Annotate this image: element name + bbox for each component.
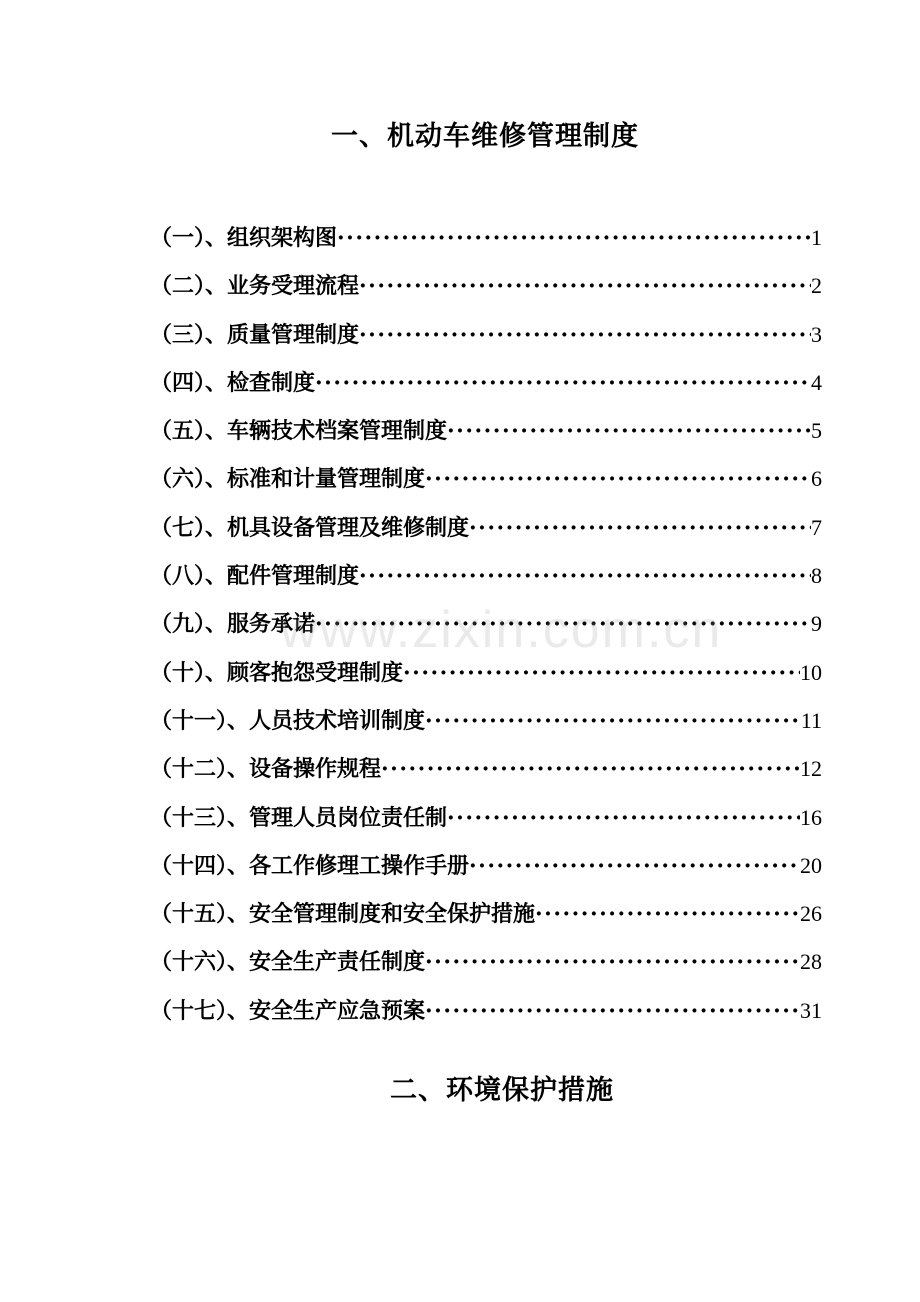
toc-page-number: 1 [811,225,822,250]
toc-entry-label: （十六）、安全生产责任制度 [150,949,426,976]
toc-leader-dots [425,944,800,980]
toc-entry[interactable] [150,413,822,461]
toc-leader-dots [403,655,800,691]
toc-entry[interactable] [150,365,822,413]
toc-page-number: 2 [811,273,822,299]
toc-entry[interactable] [150,655,822,703]
toc-entry-label: （四）、检查制度 [150,369,316,396]
toc-page-number: 12 [800,756,822,782]
toc-entry[interactable] [150,896,822,944]
toc-page-number: 7 [811,514,822,540]
toc-entry[interactable] [150,510,822,558]
toc-leader-dots [359,268,811,304]
toc-page-number: 3 [811,321,822,347]
toc-entry-label: （十二）、设备操作规程 [150,756,382,783]
toc-leader-dots [337,220,811,256]
toc-page-number: 5 [811,418,822,444]
toc-entry[interactable] [150,606,822,654]
toc-entry-label: （十一）、人员技术培训制度 [150,707,426,734]
toc-leader-dots [359,558,811,594]
toc-page-number: 6 [811,466,822,492]
toc-entry[interactable] [150,558,822,606]
section-two-title: 二、环境保护措施 [390,1075,614,1106]
toc-entry-label: （九）、服务承诺 [150,611,316,638]
table-of-contents [150,220,822,1041]
toc-leader-dots [425,993,800,1029]
toc-page-number: 8 [811,563,822,589]
toc-entry[interactable] [150,800,822,848]
toc-page-number: 26 [800,901,822,927]
toc-entry[interactable] [150,703,822,751]
toc-leader-dots [447,800,800,836]
toc-page-number: 4 [811,369,822,395]
toc-entry[interactable] [150,220,822,268]
toc-entry-label: （八）、配件管理制度 [150,563,360,590]
document-title: 一、机动车维修管理制度 [331,121,639,152]
toc-leader-dots [425,461,811,497]
toc-entry-label: （十七）、安全生产应急预案 [150,997,426,1024]
toc-entry[interactable] [150,944,822,992]
toc-entry-label: （十四）、各工作修理工操作手册 [150,852,470,879]
toc-page-number: 16 [800,804,822,830]
toc-leader-dots [469,510,811,546]
toc-entry-label: （二）、业务受理流程 [150,273,360,300]
toc-entry-label: （十三）、管理人员岗位责任制 [150,804,448,831]
toc-entry-label: （三）、质量管理制度 [150,321,360,348]
toc-page-number: 20 [800,852,822,878]
toc-leader-dots [359,317,811,353]
toc-entry-label: （一）、组织架构图 [150,225,338,251]
watermark-text: www.zixin.com.cn [280,601,723,659]
toc-leader-dots [381,751,800,787]
toc-entry[interactable] [150,751,822,799]
toc-entry[interactable] [150,848,822,896]
toc-entry-label: （七）、机具设备管理及维修制度 [150,514,470,541]
toc-entry-label: （六）、标准和计量管理制度 [150,466,426,493]
toc-leader-dots [469,848,800,884]
toc-entry[interactable] [150,993,822,1041]
toc-entry-label: （五）、车辆技术档案管理制度 [150,418,448,445]
toc-page-number: 11 [800,707,822,733]
toc-leader-dots [315,365,811,401]
toc-leader-dots [425,703,801,739]
toc-page-number: 28 [800,949,822,975]
toc-entry-label: （十五）、安全管理制度和安全保护措施 [150,901,536,928]
toc-leader-dots [535,896,800,932]
toc-leader-dots [315,606,811,642]
toc-page-number: 9 [811,611,822,637]
toc-entry[interactable] [150,317,822,365]
toc-entry-label: （十）、顾客抱怨受理制度 [150,659,404,686]
toc-page-number: 31 [800,997,822,1023]
toc-entry[interactable] [150,268,822,316]
toc-entry[interactable] [150,461,822,509]
toc-leader-dots [447,413,811,449]
toc-page-number: 10 [800,659,822,685]
